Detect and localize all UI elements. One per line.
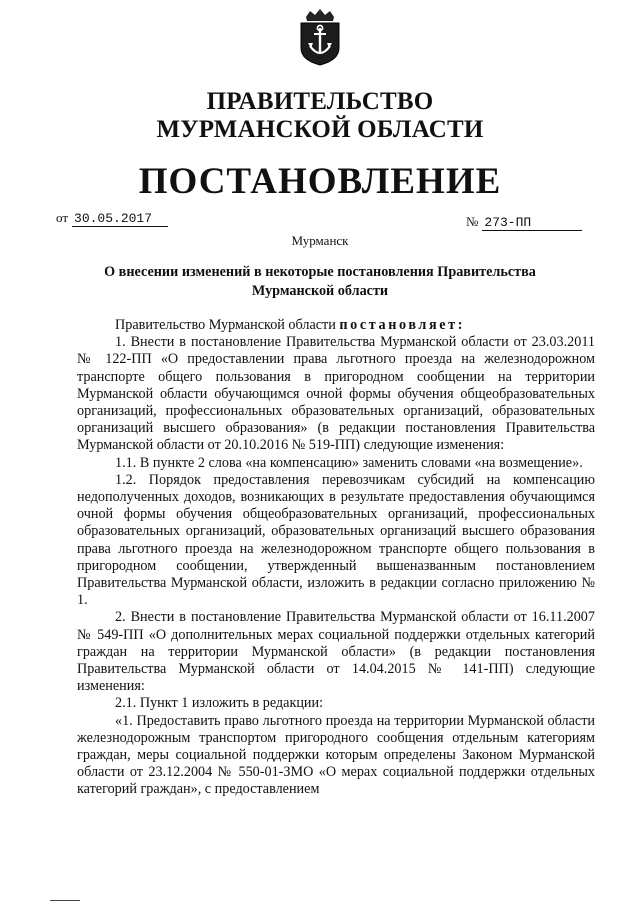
- paragraph-1: 1. Внести в постановление Правительства Мурманской области от 23.03.2011 № 122-ПП «О предоставлении права льготного проезда на железнодорожном транспорте общего пользования в пригородном сообщении на территории Мурманской области обучающимся очной формы обучения общеобразовательных организаций, профессиональных образовательных организаций, образовательных организаций высшего образования» (в редакции постановления Правительства Мурманской области от 20.10.2016 № 519-ПП) следующие изменения:: [77, 334, 595, 454]
- number-value: 273-ПП: [482, 215, 582, 231]
- document-body: [77, 317, 595, 799]
- paragraph-2-1: 2.1. Пункт 1 изложить в редакции:: [115, 695, 324, 712]
- government-title-line1: ПРАВИТЕЛЬСТВО: [206, 88, 434, 115]
- intro-paragraph: [77, 317, 595, 334]
- intro-text: Правительство Мурманской области: [115, 317, 340, 333]
- subject-line2: Мурманской области: [251, 283, 389, 299]
- paragraph-1-1: 1.1. В пункте 2 слова «на компенсацию» заменить словами «на возмещение».: [115, 454, 583, 471]
- city-name: Мурманск: [291, 233, 349, 248]
- number-prefix: №: [466, 214, 479, 229]
- paragraph-2-1-quote: «1. Предоставить право льготного проезда на территории Мурманской области железнодорожным транспортом пригородного сообщения отдельным категориям граждан, меры социальной поддержки которым определены Законом Мурманской области от 23.12.2004 № 550-01-ЗМО «О мерах социальной поддержки отдельных категорий граждан», с предоставлением: [77, 712, 595, 798]
- date-prefix: от: [56, 210, 69, 225]
- document-date: [56, 210, 168, 227]
- paragraph-1-2: 1.2. Порядок предоставления перевозчикам субсидий на компенсацию недополученных доходов, возникающих в результате предоставления обучающимся очной формы обучения общеобразовательных организаций, профессиональных образовательных организаций, образовательных организаций высшего образования права льготного проезда на железнодорожном транспорте общего пользования в пригородном сообщении, утвержденный вышеназванным постановлением Правительства Мурманской области, изложить в редакции согласно приложению № 1.: [77, 471, 595, 609]
- document-number: [466, 214, 582, 231]
- footer-divider: [50, 900, 80, 901]
- subject-line1: О внесении изменений в некоторые постановления Правительства: [104, 264, 536, 280]
- date-value: 30.05.2017: [72, 211, 168, 227]
- intro-emphasis: постановляет:: [339, 317, 466, 333]
- coat-of-arms-emblem: [296, 8, 344, 66]
- government-title-line2: МУРМАНСКОЙ ОБЛАСТИ: [156, 116, 484, 143]
- paragraph-2: 2. Внести в постановление Правительства Мурманской области от 16.11.2007 № 549-ПП «О дополнительных мерах социальной поддержки отдельных категорий граждан на территории Мурманской области» (в редакции постановления Правительства Мурманской области от 14.04.2015 № 141-ПП) следующие изменения:: [77, 609, 595, 695]
- document-subject: [60, 263, 580, 301]
- document-type-title: ПОСТАНОВЛЕНИЕ: [138, 161, 502, 202]
